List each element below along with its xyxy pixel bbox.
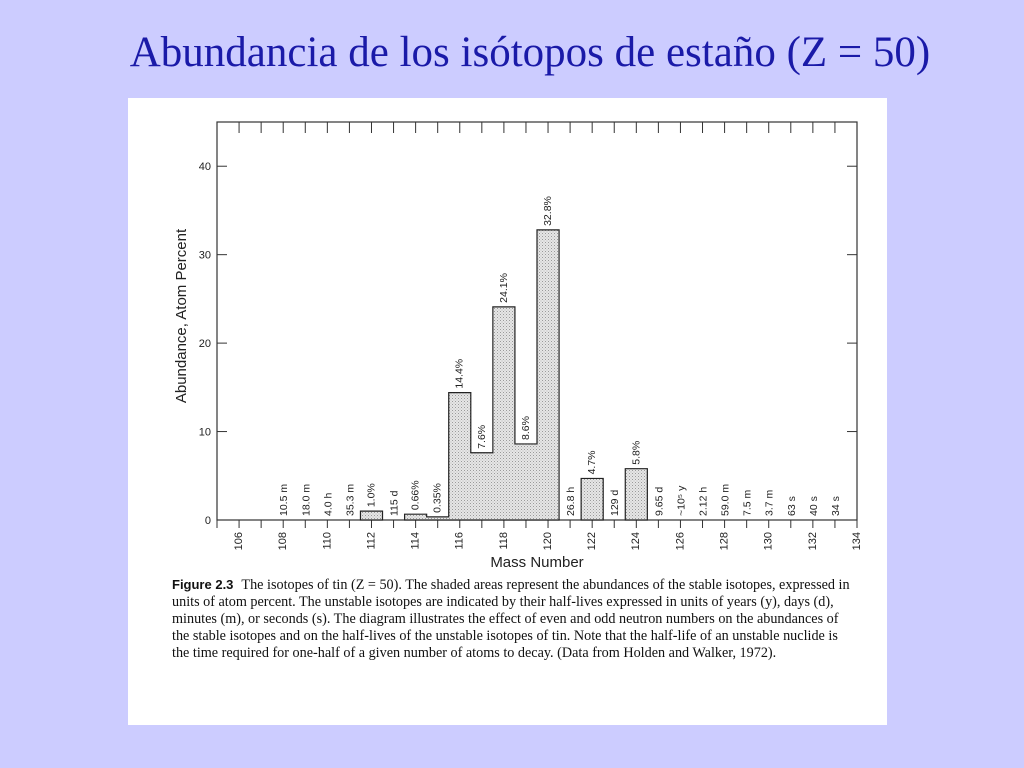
half-life-label: 2.12 h xyxy=(697,486,710,516)
abundance-bar xyxy=(405,230,559,520)
abundance-label: 5.8% xyxy=(630,440,643,465)
abundance-label: 0.66% xyxy=(409,480,422,511)
half-life-label: 26.8 h xyxy=(565,486,578,516)
x-tick-label: 114 xyxy=(409,532,422,550)
abundance-label: 0.35% xyxy=(431,483,444,513)
abundance-label: 4.7% xyxy=(586,450,599,475)
abundance-label: 32.8% xyxy=(542,196,555,226)
half-life-label: ~10⁵ y xyxy=(675,485,688,516)
figure-panel xyxy=(128,98,887,725)
y-axis-label: Abundance, Atom Percent xyxy=(173,228,190,404)
half-life-label: 35.3 m xyxy=(344,483,357,516)
half-life-label: 129 d xyxy=(609,489,622,516)
half-life-label: 115 d xyxy=(388,490,401,516)
half-life-label: 63 s xyxy=(785,496,798,516)
x-tick-label: 134 xyxy=(850,532,863,551)
caption-label: Figure 2.3 xyxy=(172,577,234,592)
x-tick-label: 132 xyxy=(806,532,819,551)
figure-caption xyxy=(172,576,852,662)
x-tick-label: 116 xyxy=(453,532,466,550)
chart-marks xyxy=(199,122,863,550)
abundance-label: 24.1% xyxy=(497,273,510,303)
half-life-label: 10.5 m xyxy=(278,483,291,516)
abundance-bar xyxy=(625,469,647,520)
x-tick-label: 130 xyxy=(762,532,775,551)
half-life-label: 3.7 m xyxy=(763,489,776,516)
y-tick-label: 30 xyxy=(198,249,211,262)
half-life-label: 18.0 m xyxy=(300,483,313,516)
half-life-label: 34 s xyxy=(829,496,842,516)
abundance-label: 8.6% xyxy=(519,416,532,440)
slide-title: Abundancia de los isótopos de estaño (Z = 50) xyxy=(129,29,931,76)
half-life-label: 59.0 m xyxy=(719,483,732,516)
half-life-label: 9.65 d xyxy=(653,486,666,516)
x-tick-label: 128 xyxy=(718,532,731,551)
abundance-label: 14.4% xyxy=(453,358,466,389)
half-life-label: 7.5 m xyxy=(741,489,754,516)
x-tick-label: 110 xyxy=(321,532,334,550)
abundance-bar xyxy=(581,478,603,520)
y-tick-label: 20 xyxy=(198,338,211,351)
x-axis-label: Mass Number xyxy=(490,554,584,571)
caption-text: The isotopes of tin (Z = 50). The shaded areas represent the abundances of the stable isotopes, expressed in units of atom percent. The unstable isotopes are indicated by their half-lives expressed in units of years (y), days (d), minutes (m), or seconds (s). The diagram illustrates the effect of even and odd neutron numbers on the abundances of the stable isotopes and on the half-lives of the unstable isotopes of tin. Note that the half-life of an unstable nuclide is the time required for one-half of a given number of atoms to decay. (Data from Holden and Walker, 1972). xyxy=(172,577,850,661)
isotope-abundance-chart xyxy=(128,98,887,576)
x-tick-label: 122 xyxy=(586,532,599,551)
x-tick-label: 124 xyxy=(630,532,643,551)
x-tick-label: 120 xyxy=(541,532,554,551)
x-tick-label: 118 xyxy=(497,532,510,550)
abundance-bar xyxy=(360,511,382,520)
half-life-label: 40 s xyxy=(807,496,820,516)
y-tick-label: 0 xyxy=(204,515,211,527)
x-tick-label: 108 xyxy=(277,532,290,551)
x-tick-label: 112 xyxy=(365,532,378,550)
x-tick-label: 126 xyxy=(674,532,687,551)
x-tick-label: 106 xyxy=(232,532,245,551)
abundance-label: 7.6% xyxy=(475,424,488,449)
abundance-label: 1.0% xyxy=(365,483,378,508)
y-tick-label: 10 xyxy=(198,426,211,439)
y-tick-label: 40 xyxy=(198,161,211,174)
half-life-label: 4.0 h xyxy=(322,492,335,516)
